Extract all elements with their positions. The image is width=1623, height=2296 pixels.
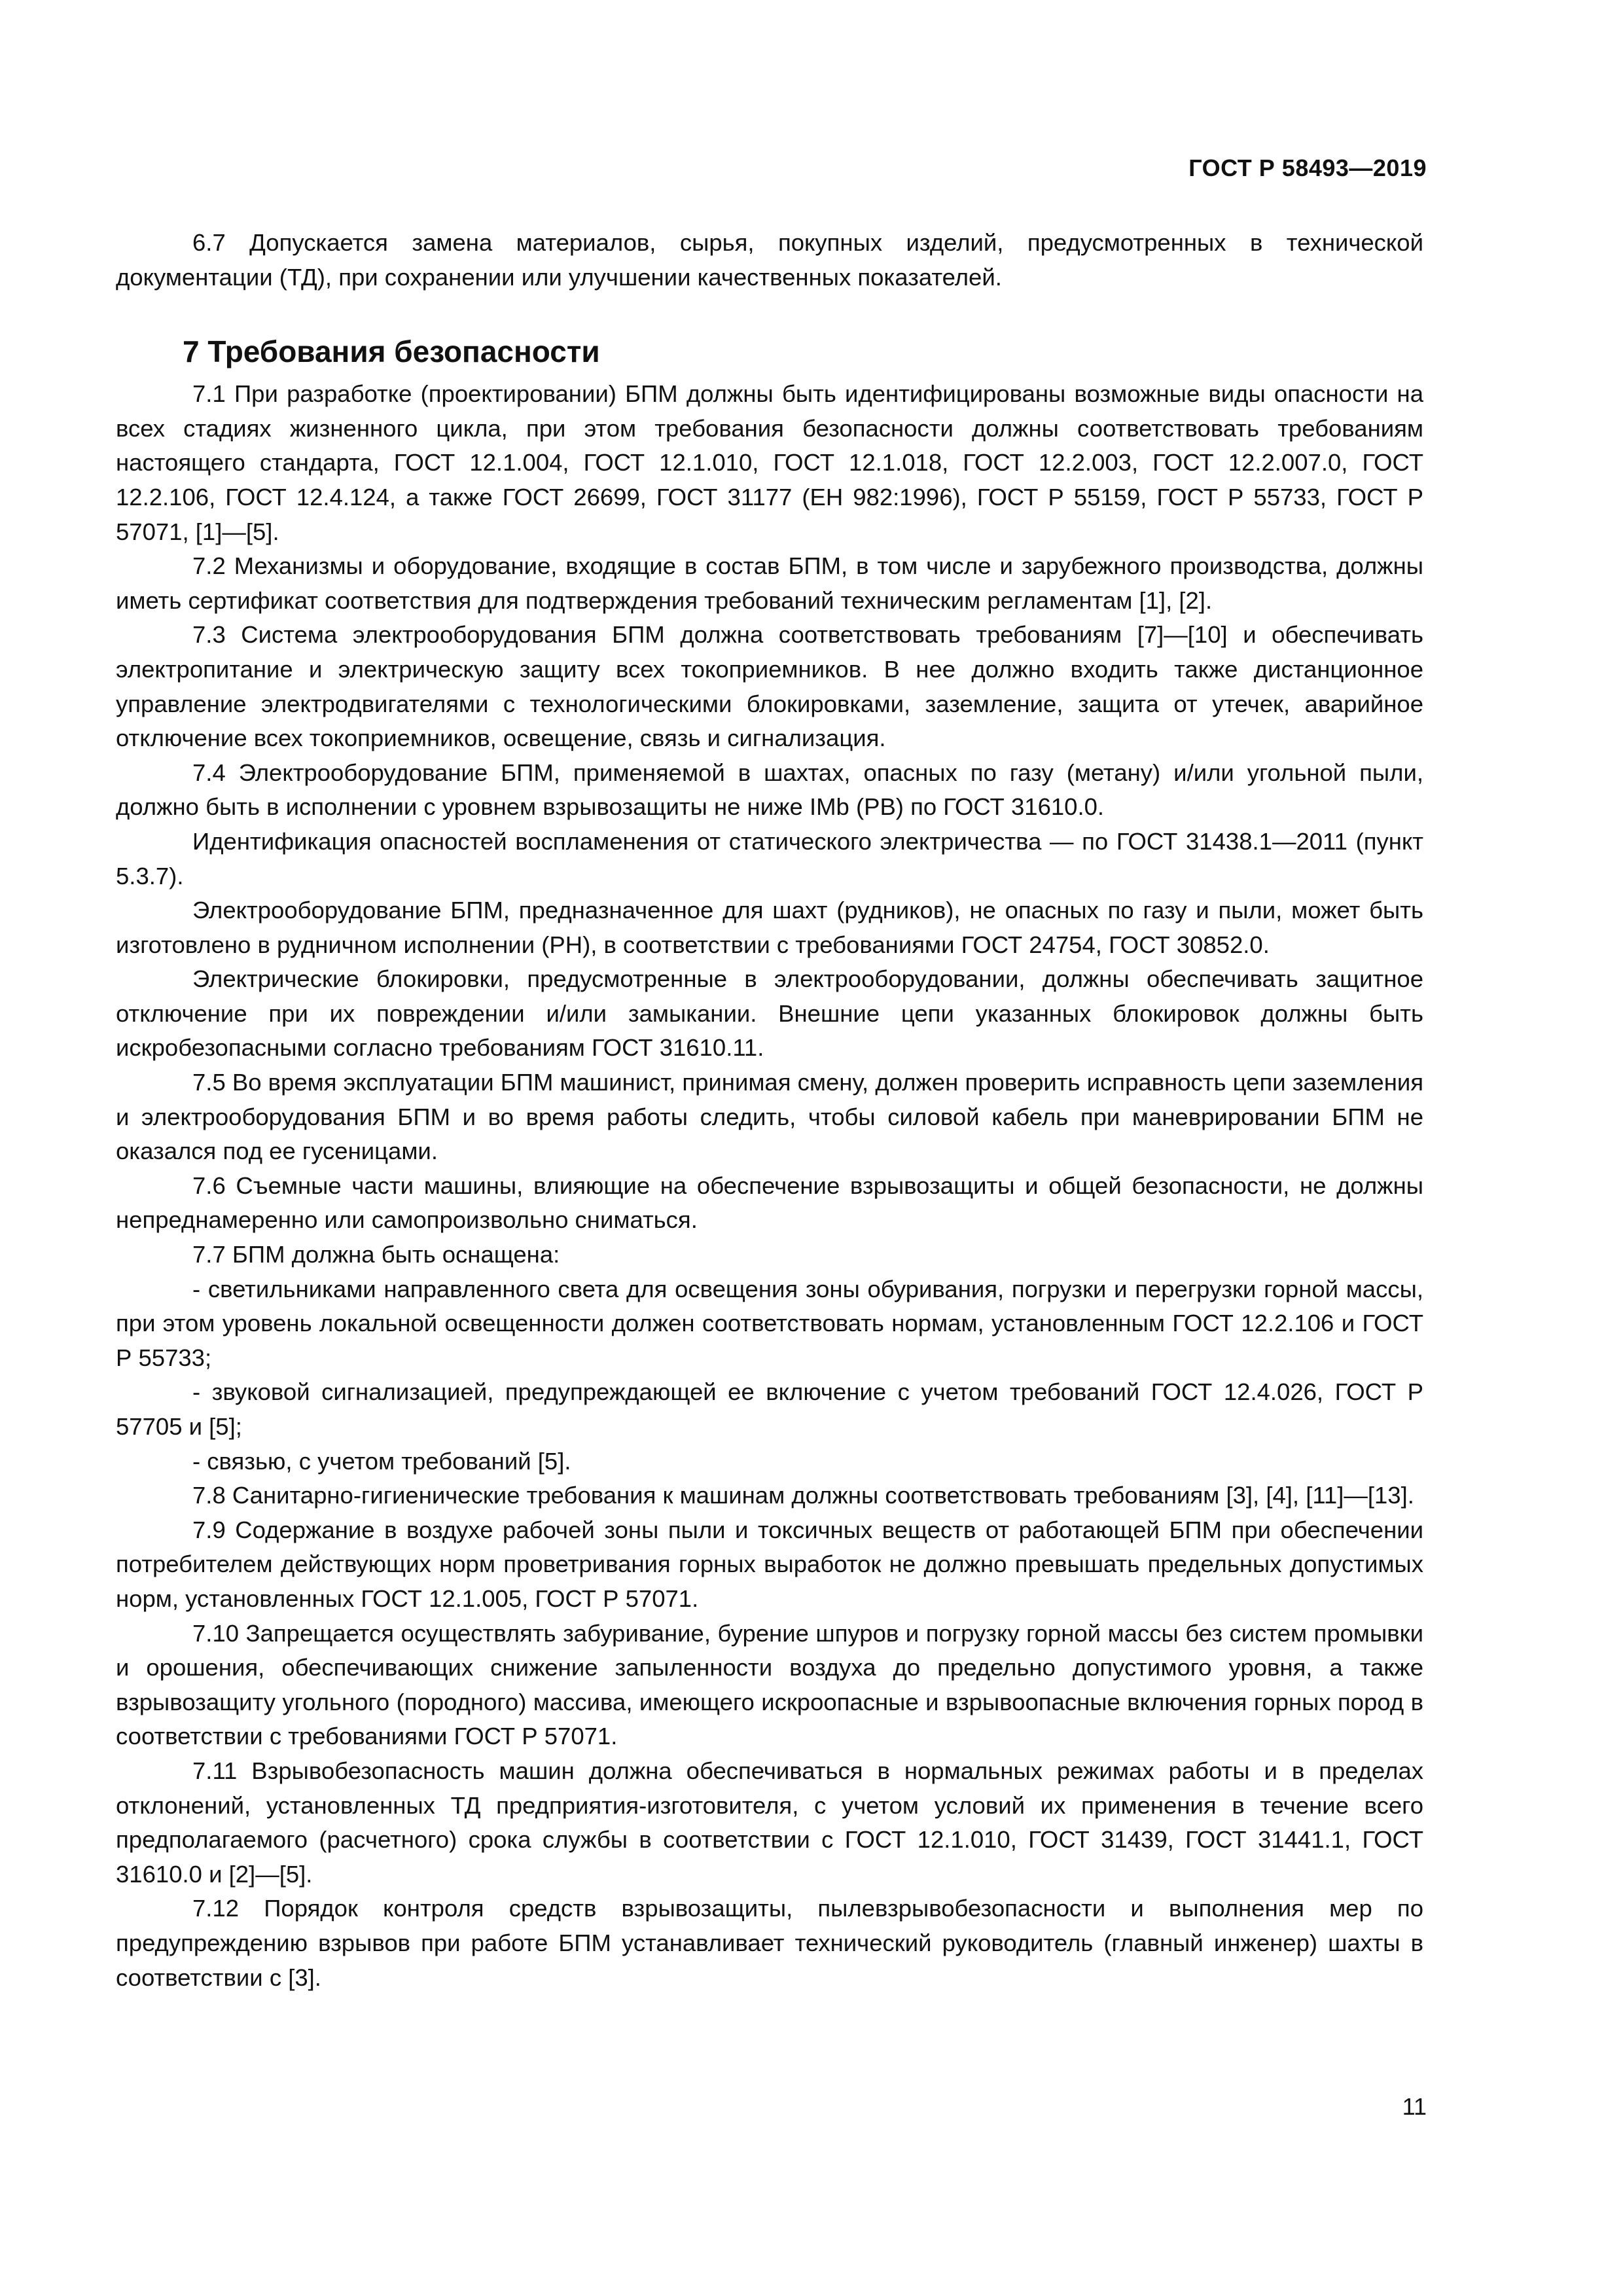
paragraph-7-7: 7.7 БПМ должна быть оснащена: [192, 1241, 560, 1268]
paragraph-7-2: 7.2 Механизмы и оборудование, входящие в состав БПМ, в том числе и зарубежного производства, должны иметь сертификат соответствия для подтверждения требований техническим регламентам [1], [2]. [116, 552, 1423, 614]
paragraph-7-10: 7.10 Запрещается осуществлять забуривание, бурение шпуров и погрузку горной массы без систем промывки и орошения, обеспечивающих снижение запыленности воздуха до предельно допустимого уровня, а также взрывозащиту угольного (породного) массива, имеющего искроопасные и взрывоопасные включения горных пород в соответствии с требованиями ГОСТ Р 57071. [116, 1619, 1423, 1750]
section-heading: 7 Требования безопасности [183, 334, 600, 369]
paragraph-7-8: 7.8 Санитарно-гигиенические требования к машинам должны соответствовать требованиям [3], [4], [11]—[13]. [192, 1482, 1414, 1509]
paragraph-6-7: 6.7 Допускается замена материалов, сырья, покупных изделий, предусмотренных в технической документации (ТД), при сохранении или улучшении качественных показателей. [116, 229, 1423, 291]
paragraph-7-5: 7.5 Во время эксплуатации БПМ машинист, принимая смену, должен проверить исправность цепи заземления и электрооборудования БПМ и во время работы следить, чтобы силовой кабель при маневрировании БПМ не оказался под ее гусеницами. [116, 1069, 1423, 1165]
document-header: ГОСТ Р 58493—2019 [1188, 154, 1427, 181]
paragraph-7-9: 7.9 Содержание в воздухе рабочей зоны пыли и токсичных веществ от работающей БПМ при обеспечении потребителем действующих норм проветривания горных выработок не должно превышать предельных допустимых норм, установленных ГОСТ 12.1.005, ГОСТ Р 57071. [116, 1516, 1423, 1612]
list-item-lighting: - светильниками направленного света для освещения зоны обуривания, погрузки и перегрузки горной массы, при этом уровень локальной освещенности должен соответствовать нормам, установленным ГОСТ 12.2.106 и ГОСТ Р 55733; [116, 1275, 1423, 1371]
paragraph-7-4-interlocks: Электрические блокировки, предусмотренные в электрооборудовании, должны обеспечивать защитное отключение при их повреждении и/или замыкании. Внешние цепи указанных блокировок должны быть искробезопасными согласно требованиям ГОСТ 31610.11. [116, 965, 1423, 1062]
page-number: 11 [1402, 2093, 1427, 2120]
paragraph-7-6: 7.6 Съемные части машины, влияющие на обеспечение взрывозащиты и общей безопасности, не должны непреднамеренно или самопроизвольно сниматься. [116, 1172, 1423, 1234]
list-item-communication: - связью, с учетом требований [5]. [192, 1447, 571, 1475]
paragraph-7-3: 7.3 Система электрооборудования БПМ должна соответствовать требованиям [7]—[10] и обеспечивать электропитание и электрическую защиту всех токоприемников. В нее должно входить также дистанционное управление электродвигателями с технологическими блокировками, заземление, защита от утечек, аварийное отключение всех токоприемников, освещение, связь и сигнализация. [116, 621, 1423, 752]
paragraph-7-12: 7.12 Порядок контроля средств взрывозащиты, пылевзрывобезопасности и выполнения мер по предупреждению взрывов при работе БПМ устанавливает технический руководитель (главный инженер) шахты в соответствии с [3]. [116, 1895, 1423, 1991]
list-item-sound-signal: - звуковой сигнализацией, предупреждающей ее включение с учетом требований ГОСТ 12.4.026, ГОСТ Р 57705 и [5]; [116, 1378, 1423, 1440]
paragraph-7-4: 7.4 Электрооборудование БПМ, применяемой в шахтах, опасных по газу (метану) и/или угольной пыли, должно быть в исполнении с уровнем взрывозащиты не ниже IMb (РВ) по ГОСТ 31610.0. [116, 759, 1423, 821]
paragraph-7-11: 7.11 Взрывобезопасность машин должна обеспечиваться в нормальных режимах работы и в пределах отклонений, установленных ТД предприятия-изготовителя, с учетом условий их применения в течение всего предполагаемого (расчетного) срока службы в соответствии с ГОСТ 12.1.010, ГОСТ 31439, ГОСТ 31441.1, ГОСТ 31610.0 и [2]—[5]. [116, 1757, 1423, 1888]
paragraph-7-1: 7.1 При разработке (проектировании) БПМ должны быть идентифицированы возможные виды опасности на всех стадиях жизненного цикла, при этом требования безопасности должны соответствовать требованиям настоящего стандарта, ГОСТ 12.1.004, ГОСТ 12.1.010, ГОСТ 12.1.018, ГОСТ 12.2.003, ГОСТ 12.2.007.0, ГОСТ 12.2.106, ГОСТ 12.4.124, а также ГОСТ 26699, ГОСТ 31177 (ЕН 982:1996), ГОСТ Р 55159, ГОСТ Р 55733, ГОСТ Р 57071, [1]—[5]. [116, 380, 1423, 545]
paragraph-7-4-identification: Идентификация опасностей воспламенения от статического электричества — по ГОСТ 31438.1—2011 (пункт 5.3.7). [116, 827, 1423, 889]
paragraph-7-4-mine-equipment: Электрооборудование БПМ, предназначенное для шахт (рудников), не опасных по газу и пыли, может быть изготовлено в рудничном исполнении (РН), в соответствии с требованиями ГОСТ 24754, ГОСТ 30852.0. [116, 897, 1423, 958]
document-body [116, 226, 1423, 1995]
